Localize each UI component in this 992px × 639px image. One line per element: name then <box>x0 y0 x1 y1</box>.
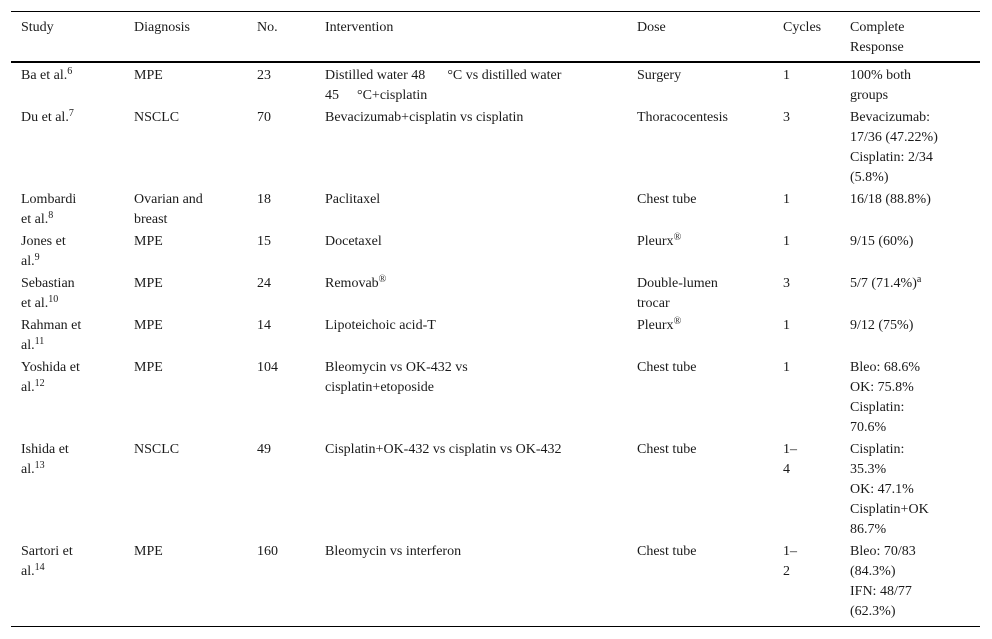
cell-response: 9/12 (75%) <box>850 318 914 333</box>
cell-study: Rahman et al.$^{11}$ <box>21 318 82 353</box>
cell-study: Lombardi et al.$^8$ <box>21 192 77 227</box>
cell-study: Du et al.$^7$ <box>21 108 74 125</box>
cell-intervention: Lipoteichoic acid-T <box>325 318 436 333</box>
cell-diagnosis: NSCLC <box>134 442 180 457</box>
cell-dose: Pleurx® <box>637 316 682 333</box>
cell-cycles: 1 <box>783 192 790 207</box>
cell-study: Ba et al.$^6$ <box>21 66 73 83</box>
cell-intervention: Bleomycin vs OK-432 vs cisplatin+etoposide <box>325 360 468 395</box>
cell-study: Sartori et al.$^{14}$ <box>21 544 73 579</box>
cell-response: Bleo: 70/83 (84.3%) IFN: 48/77 (62.3%) <box>850 544 916 619</box>
cell-cycles: 1– 4 <box>783 442 797 477</box>
cell-diagnosis: MPE <box>134 234 163 249</box>
cell-no: 15 <box>257 234 271 249</box>
cell-cycles: 3 <box>783 110 790 125</box>
cell-response: Bevacizumab: 17/36 (47.22%) Cisplatin: 2/34 (5.8%) <box>850 110 938 185</box>
cell-no: 104 <box>257 360 278 375</box>
header-study: Study <box>21 20 54 35</box>
table-header-rule <box>11 61 980 63</box>
header-intervention: Intervention <box>325 20 394 35</box>
cell-dose: Chest tube <box>637 360 697 375</box>
cell-diagnosis: MPE <box>134 318 163 333</box>
cell-response: Bleo: 68.6% OK: 75.8% Cisplatin: 70.6% <box>850 360 920 435</box>
cell-response: 100% both groups <box>850 68 912 103</box>
cell-no: 18 <box>257 192 271 207</box>
cell-cycles: 1 <box>783 68 790 83</box>
header-dose: Dose <box>637 20 666 35</box>
table-bottom-rule <box>11 626 980 627</box>
cell-response: Cisplatin: 35.3% OK: 47.1% Cisplatin+OK 86.7% <box>850 442 929 537</box>
cell-intervention: Cisplatin+OK-432 vs cisplatin vs OK-432 <box>325 442 562 457</box>
cell-study: Sebastian et al.$^{10}$ <box>21 276 75 311</box>
cell-intervention: Docetaxel <box>325 234 382 249</box>
cell-no: 70 <box>257 110 271 125</box>
cell-study: Ishida et al.$^{13}$ <box>21 442 69 477</box>
cell-cycles: 1 <box>783 360 790 375</box>
cell-dose: Double-lumen trocar <box>637 276 718 311</box>
cell-intervention: Bevacizumab+cisplatin vs cisplatin <box>325 110 524 125</box>
cell-cycles: 1– 2 <box>783 544 797 579</box>
cell-study: Jones et al.$^9$ <box>21 234 66 269</box>
cell-intervention: Removab® <box>325 274 387 291</box>
cell-dose: Chest tube <box>637 192 697 207</box>
cell-dose: Chest tube <box>637 544 697 559</box>
cell-intervention: Paclitaxel <box>325 192 381 207</box>
header-diagnosis: Diagnosis <box>134 20 190 35</box>
header-cycles: Cycles <box>783 20 822 35</box>
cell-dose: Thoracocentesis <box>637 110 728 125</box>
cell-no: 160 <box>257 544 278 559</box>
cell-diagnosis: MPE <box>134 360 163 375</box>
cell-dose: Pleurx® <box>637 232 682 249</box>
cell-response: 16/18 (88.8%) <box>850 192 931 207</box>
cell-intervention: Distilled water 48 °C vs distilled water 45 °C+cisplatin <box>325 68 562 103</box>
cell-intervention: Bleomycin vs interferon <box>325 544 462 559</box>
cell-no: 24 <box>257 276 271 291</box>
header-complete-response: Complete Response <box>850 20 905 55</box>
cell-dose: Surgery <box>637 68 682 83</box>
cell-response: 9/15 (60%) <box>850 234 914 249</box>
cell-response: 5/7 $(71.4\%)^a$ <box>850 274 922 291</box>
cell-diagnosis: MPE <box>134 68 163 83</box>
cell-dose: Chest tube <box>637 442 697 457</box>
cell-cycles: 1 <box>783 234 790 249</box>
cell-diagnosis: MPE <box>134 544 163 559</box>
header-no: No. <box>257 20 278 35</box>
cell-no: 23 <box>257 68 271 83</box>
cell-cycles: 1 <box>783 318 790 333</box>
cell-no: 14 <box>257 318 271 333</box>
cell-diagnosis: Ovarian and breast <box>134 192 203 227</box>
table-top-rule <box>11 11 980 12</box>
cell-study: Yoshida et al.$^{12}$ <box>21 360 80 395</box>
cell-diagnosis: MPE <box>134 276 163 291</box>
cell-no: 49 <box>257 442 271 457</box>
cell-cycles: 3 <box>783 276 790 291</box>
cell-diagnosis: NSCLC <box>134 110 180 125</box>
